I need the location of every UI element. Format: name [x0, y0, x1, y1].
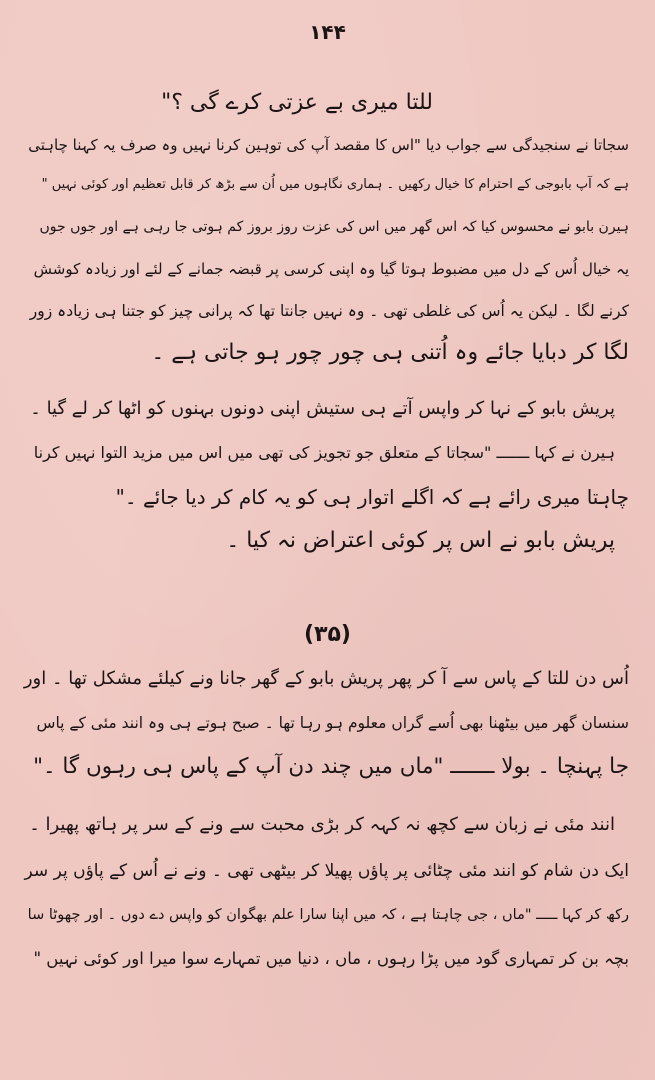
text-line-17: رکھ کر کہا ـــــ "ماں ، جی چاہتا ہے ، کہ میں اپنا سارا علم بھگوان کو واپس دے دوں ۔ اور چھوٹا سا — [27, 907, 629, 923]
text-line-14: جا پہنچا ۔ بولا ـــــــ "ماں میں چند دن آپ کے پاس ہی رہوں گا ۔" — [33, 754, 629, 779]
text-line-13: سنسان گھر میں بیٹھنا بھی اُسے گراں معلوم ہو رہا تھا ۔ صبح ہوتے ہی وہ انند مئی کے پاس — [36, 714, 629, 732]
text-line-5: یہ خیال اُس کے دل میں مضبوط ہوتا گیا وہ اپنی کرسی پر قبضہ جمانے کے لئے اور زیادہ کوشش — [33, 260, 629, 278]
text-line-8: پریش بابو کے نہا کر واپس آتے ہی ستیش اپنی دونوں بہنوں کو اٹھا کر لے گیا ۔ — [30, 398, 615, 419]
text-line-1: للتا میری بے عزتی کرے گی ؟" — [161, 90, 433, 115]
text-line-10: چاہتا میری رائے ہے کہ اگلے اتوار ہی کو یہ کام کر دیا جائے ۔" — [115, 485, 629, 509]
page-number: ۱۴۴ — [309, 20, 346, 44]
text-line-6: کرنے لگا ۔ لیکن یہ اُس کی غلطی تھی ۔ وہ نہیں جانتا تھا کہ پرانی چیز کو جتنا ہی زیادہ زور — [29, 302, 629, 320]
text-line-11: پریش بابو نے اس پر کوئی اعتراض نہ کیا ۔ — [226, 528, 615, 553]
text-line-3: ہے کہ آپ بابوجی کے احترام کا خیال رکھیں ۔ ہماری نگاہوں میں اُن سے بڑھ کر قابل تعظیم اور کوئی نہیں " — [41, 177, 629, 192]
text-line-7: لگا کر دبایا جائے وہ اُتنی ہی چور چور ہو جاتی ہے ۔ — [151, 340, 629, 365]
text-line-18: بچہ بن کر تمہاری گود میں پڑا رہوں ، ماں ، دنیا میں تمہارے سوا میرا اور کوئی نہیں " — [33, 949, 629, 968]
section-number: (۳۵) — [304, 622, 351, 647]
text-line-9: ہیرن نے کہا ـــــــ "سجاتا کے متعلق جو تجویز کی تھی میں اس میں مزید التوا نہیں کرنا — [33, 443, 615, 462]
text-line-16: ایک دن شام کو انند مئی چٹائی پر پاؤں پھیلا کر بیٹھی تھی ۔ ونے نے اُس کے پاؤں پر سر — [24, 861, 629, 881]
text-line-15: انند مئی نے زبان سے کچھ نہ کہہ کر بڑی محبت سے ونے کے سر پر ہاتھ پھیرا ۔ — [29, 814, 615, 835]
text-line-4: ہیرن بابو نے محسوس کیا کہ اس گھر میں اس کی عزت روز بروز کم ہوتی جا رہی ہے اور جوں جوں — [39, 219, 629, 235]
text-line-2: سجاتا نے سنجیدگی سے جواب دیا "اس کا مقصد آپ کی توہین کرنا نہیں وہ صرف یہ کہنا چاہتی — [28, 136, 629, 154]
text-line-12: اُس دن للتا کے پاس سے آ کر پھر پریش بابو کے گھر جانا ونے کیلئے مشکل تھا ۔ اور — [23, 668, 629, 689]
